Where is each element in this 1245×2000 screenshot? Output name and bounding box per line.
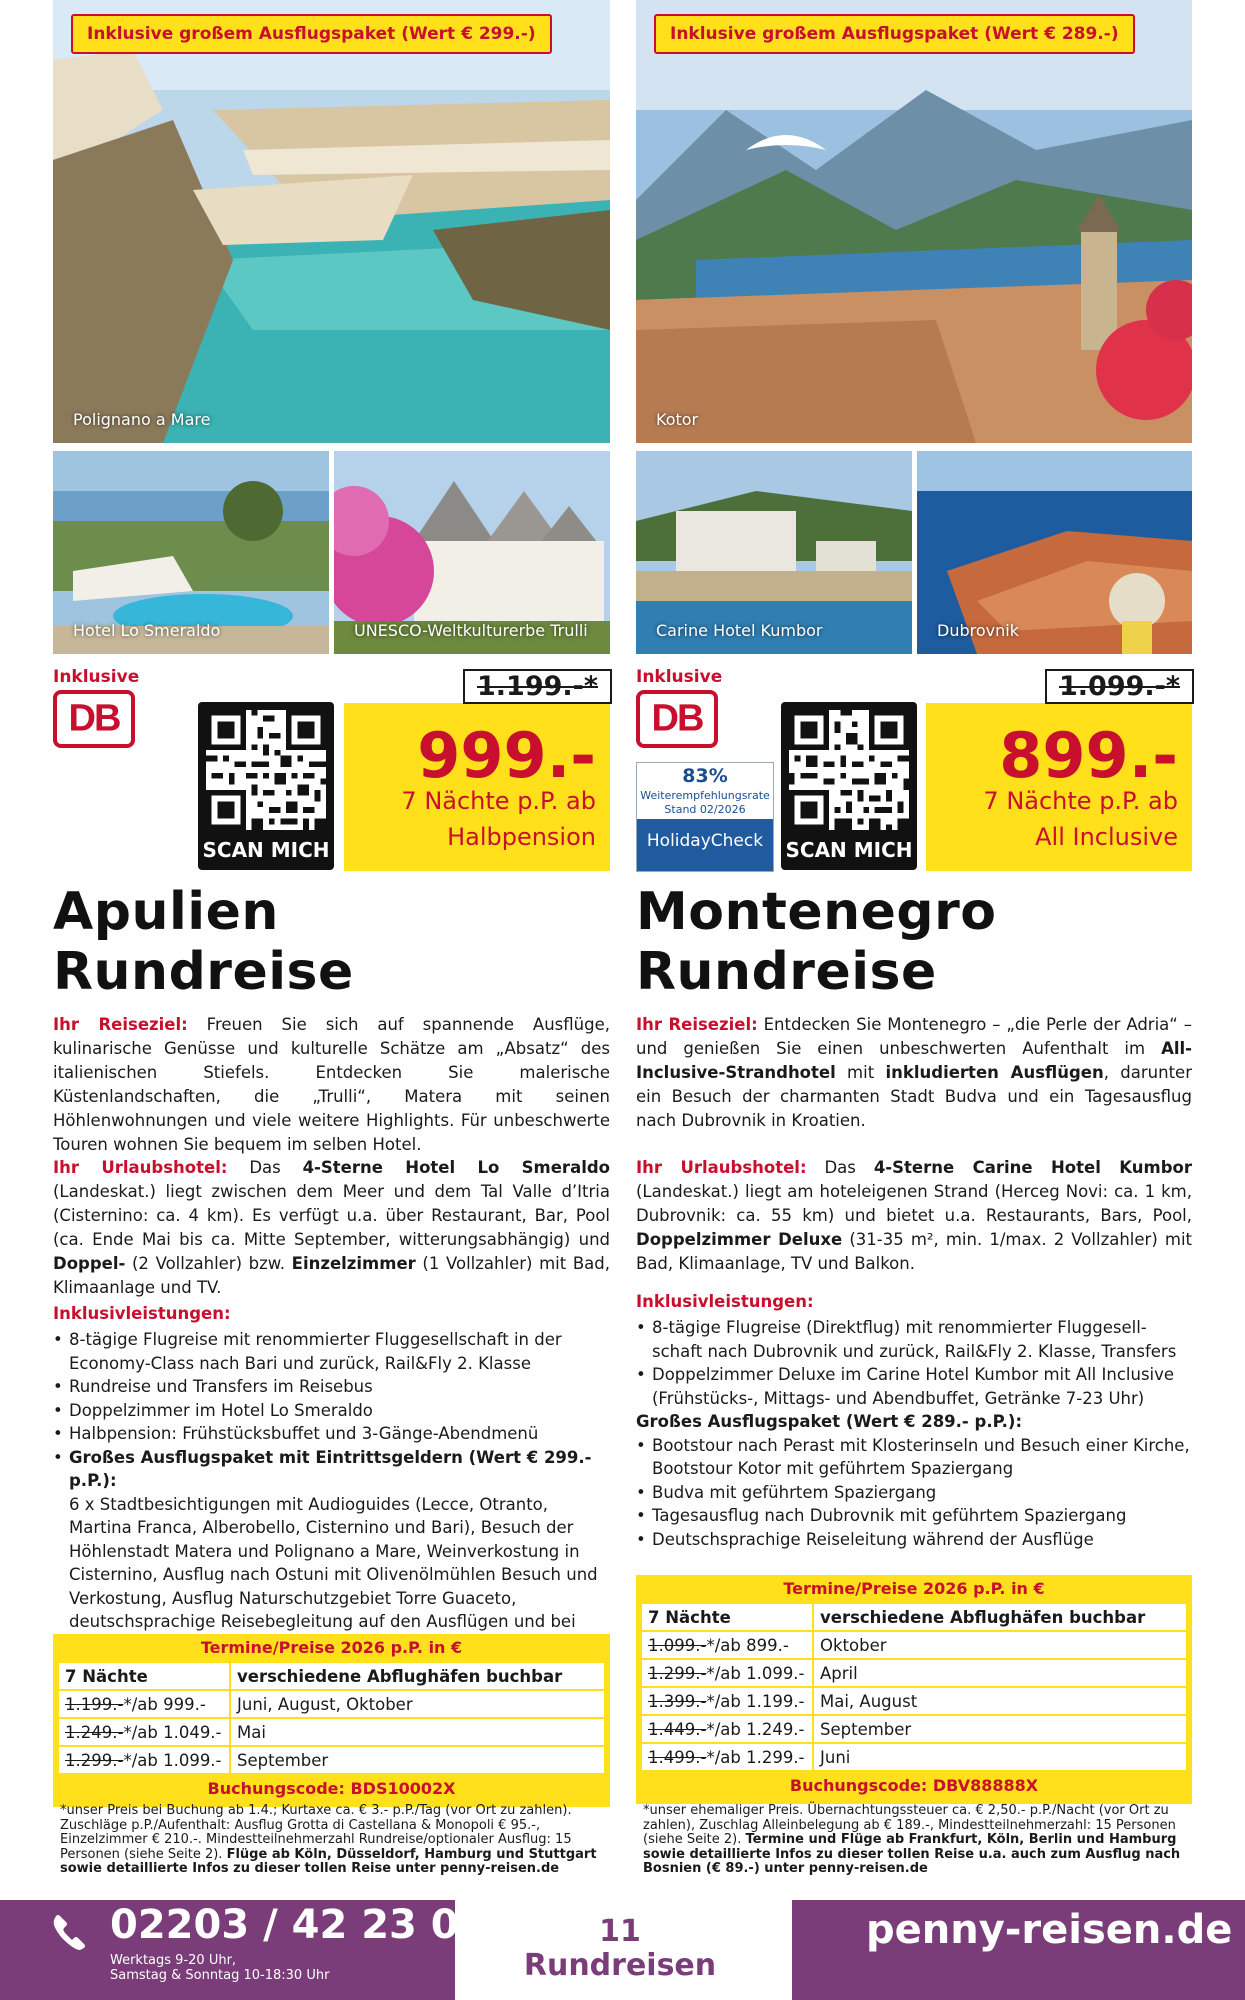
- table-old-price: 1.249.-: [65, 1722, 124, 1742]
- hotel-label: Ihr Urlaubshotel:: [53, 1158, 228, 1177]
- list-item: • Deutschsprachige Reiseleitung während der Ausflüge: [636, 1528, 1192, 1552]
- table-new-price: */ab 1.049.-: [123, 1722, 222, 1742]
- qr-code-box[interactable]: [781, 702, 917, 870]
- inklusivleistungen-label: Inklusivleistungen:: [636, 1292, 814, 1311]
- list-item: • 8-tägige Flugreise (Direktflug) mit renommierter Fluggesell-schaft nach Dubrovnik und zurück, Rail&Fly 2. Klasse, Transfers: [636, 1316, 1192, 1363]
- table-dates: Oktober: [813, 1631, 1187, 1659]
- fine-print-bold: Termine und Flüge ab Frankfurt, Köln, Berlin und Hamburg sowie detaillierte Infos zu dieser tollen Reise u.a. auch zum Ausflug nach Bosnien (€ 89.-) unter penny-reisen.de: [643, 1832, 1181, 1876]
- hotel-paragraph: [636, 1156, 1192, 1276]
- photo-caption: Polignano a Mare: [73, 410, 211, 429]
- price-nights: 7 Nächte p.P. ab: [401, 787, 596, 815]
- table-old-price: 1.449.-: [648, 1719, 707, 1739]
- holidaycheck-rate: 83%: [682, 765, 728, 787]
- table-row: [641, 1743, 1187, 1771]
- table-new-price: */ab 1.199.-: [706, 1691, 805, 1711]
- table-dates: Juni: [813, 1743, 1187, 1771]
- hotel-text: Das: [227, 1158, 303, 1177]
- price-table-heading: Termine/Preise 2026 p.P. in €: [783, 1579, 1045, 1598]
- website-link[interactable]: penny-reisen.de: [866, 1907, 1233, 1953]
- table-dates: September: [813, 1715, 1187, 1743]
- fine-print: [643, 1804, 1188, 1877]
- fine-print-bold: Flüge ab Köln, Düsseldorf, Hamburg und Stuttgart sowie detaillierte Infos zu dieser tollen Reise unter penny-reisen.de: [60, 1846, 597, 1876]
- tour-title-line2: Rundreise: [636, 942, 937, 1002]
- list-item: • Bootstour nach Perast mit Klosterinseln und Besuch einer Kirche, Bootstour Kotor mit geführtem Spaziergang: [636, 1434, 1192, 1481]
- holidaycheck-date: Stand 02/2026: [664, 803, 746, 816]
- paket-heading: Großes Ausflugspaket mit Eintrittsgeldern (Wert € 299.- p.P.):: [69, 1447, 592, 1490]
- tour-title-line2: Rundreise: [53, 942, 354, 1002]
- section-title: Rundreisen: [523, 1948, 717, 1983]
- offer-banner: Inklusive großem Ausflugspaket (Wert € 289.-): [654, 14, 1135, 54]
- db-logo: [636, 690, 718, 748]
- table-old-price: 1.399.-: [648, 1691, 707, 1711]
- hotline-phone[interactable]: 02203 / 42 23 04: [110, 1902, 487, 1948]
- hotel-text: (Landeskat.) liegt zwischen dem Meer und dem Tal Valle d’Itria (Cisternino: ca. 4 km). Es verfügt u.a. über Restaurant, Bar, Pool (ca. Ende Mai bis ca. Mitte September, witterungsabhängig) und: [53, 1182, 610, 1249]
- list-item: • Tagesausflug nach Dubrovnik mit geführtem Spaziergang: [636, 1504, 1192, 1528]
- page-number: 11: [599, 1914, 641, 1949]
- new-price: 899.-: [999, 719, 1178, 792]
- fine-print-text: *unser Preis bei Buchung ab 1.4.; Kurtaxe ca. € 3.- p.P./Tag (vor Ort zu zahlen). Zuschläge p.P./Aufenthalt: Ausflug Grotta di Castellana & Monopoli € 95.-, Einzelzimmer € 210.-. Mindestteilnehmerzahl Rundreise/optionaler Ausflug: 15 Personen (siehe Seite 2).: [60, 1803, 572, 1862]
- list-item: • Rundreise und Transfers im Reisebus: [53, 1375, 610, 1399]
- hotel-room-double: Doppel-: [53, 1254, 126, 1273]
- photo-caption: Dubrovnik: [937, 621, 1019, 640]
- price-box: [926, 671, 1192, 871]
- hotel-name: 4-Sterne Carine Hotel Kumbor: [873, 1158, 1192, 1177]
- table-row: [58, 1718, 605, 1746]
- hotel-text: (1 Vollzahler) mit Bad, Klimaanlage und TV.: [53, 1254, 610, 1297]
- table-new-price: */ab 999.-: [123, 1694, 206, 1714]
- paket-heading: Großes Ausflugspaket (Wert € 289.- p.P.):: [636, 1412, 1023, 1431]
- table-new-price: */ab 1.099.-: [706, 1663, 805, 1683]
- table-dates: Mai: [230, 1718, 605, 1746]
- table-new-price: */ab 1.099.-: [123, 1750, 222, 1770]
- list-item: • Budva mit geführtem Spaziergang: [636, 1481, 1192, 1505]
- photo-trulli: [334, 451, 610, 654]
- photo-dubrovnik: [917, 451, 1192, 654]
- booking-code: Buchungscode: DBV88888X: [789, 1776, 1039, 1795]
- table-dates: Mai, August: [813, 1687, 1187, 1715]
- hotline-hours: [110, 1953, 329, 1983]
- phone-icon[interactable]: [52, 1912, 92, 1952]
- inklusivleistungen-list: [636, 1316, 1192, 1551]
- qr-code-box[interactable]: [198, 702, 334, 870]
- tour-title: [636, 882, 997, 1002]
- db-logo: [53, 690, 135, 748]
- table-old-price: 1.299.-: [648, 1663, 707, 1683]
- reiseziel-paragraph: [636, 1013, 1192, 1133]
- list-item: [53, 1446, 610, 1658]
- table-old-price: 1.499.-: [648, 1747, 707, 1767]
- hotel-text: (2 Vollzahler) bzw.: [125, 1254, 292, 1273]
- table-new-price: */ab 899.-: [706, 1635, 789, 1655]
- price-box: [344, 671, 610, 871]
- new-price: 999.-: [417, 719, 596, 792]
- photo-caption: Carine Hotel Kumbor: [656, 621, 823, 640]
- table-dates: Juni, August, Oktober: [230, 1690, 605, 1718]
- hotel-room-single: Einzelzimmer: [291, 1254, 416, 1273]
- photo-caption: UNESCO-Weltkulturerbe Trulli: [354, 621, 588, 640]
- list-item: • 8-tägige Flugreise mit renommierter Fluggesellschaft in der Economy-Class nach Bari und zurück, Rail&Fly 2. Klasse: [53, 1328, 610, 1375]
- reiseziel-highlight: All-Inclusive-Strandhotel: [636, 1039, 1192, 1082]
- table-row: [641, 1687, 1187, 1715]
- inklusivleistungen-list: [53, 1328, 610, 1657]
- hotel-label: Ihr Urlaubshotel:: [636, 1158, 807, 1177]
- price-table: [53, 1634, 610, 1807]
- price-board: All Inclusive: [1035, 823, 1178, 851]
- photo-carine-hotel: [636, 451, 912, 654]
- table-row: [641, 1715, 1187, 1743]
- tour-title-line1: Apulien: [53, 882, 279, 942]
- table-old-price: 1.299.-: [65, 1750, 124, 1770]
- fine-print-text: *unser ehemaliger Preis. Übernachtungssteuer ca. € 2,50.- p.P./Nacht (vor Ort zu zahlen), Zuschlag Alleinbelegung ab € 189.-, Mindestteilnehmerzahl: 15 Personen (siehe Seite 2).: [643, 1803, 1176, 1847]
- fine-print: [60, 1804, 605, 1877]
- table-dates: September: [230, 1746, 605, 1774]
- reiseziel-text: Freuen Sie sich auf spannende Ausflüge, kulinarische Genüsse und kulturelle Schätze am „Absatz“ des italienischen Stiefels. Entdecken Sie malerische Küstenlandschaften, die „Trulli“, Matera mit seinen Höhlenwohnungen und viele weitere Highlights. Für unbeschwerte Touren wohnen Sie bequem im selben Hotel.: [53, 1015, 610, 1154]
- db-logo-text: DB: [68, 697, 120, 740]
- inklusive-label: Inklusive: [636, 667, 723, 687]
- hotel-room: Doppelzimmer Deluxe: [636, 1230, 843, 1249]
- qr-label: SCAN MICH: [785, 838, 913, 862]
- tour-title-line1: Montenegro: [636, 882, 997, 942]
- price-board: Halbpension: [447, 823, 596, 851]
- old-price: 1.099.-*: [1045, 669, 1194, 704]
- db-logo-text: DB: [651, 697, 703, 740]
- table-old-price: 1.099.-: [648, 1635, 707, 1655]
- list-item: • Halbpension: Frühstücksbuffet und 3-Gänge-Abendmenü: [53, 1422, 610, 1446]
- qr-code-icon: [789, 710, 909, 830]
- list-item: • Doppelzimmer im Hotel Lo Smeraldo: [53, 1399, 610, 1423]
- photo-caption: Kotor: [656, 410, 699, 429]
- qr-code-icon: [206, 710, 326, 830]
- photo-caption: Hotel Lo Smeraldo: [73, 621, 221, 640]
- table-row: [58, 1746, 605, 1774]
- qr-label: SCAN MICH: [202, 838, 330, 862]
- reiseziel-label: Ihr Reiseziel:: [636, 1015, 758, 1034]
- reiseziel-text: , darunter ein Besuch der charmanten Stadt Budva und ein Tagesausflug nach Dubrovnik in Kroatien.: [636, 1063, 1192, 1130]
- paket-text: 6 x Stadtbesichtigungen mit Audioguides (Lecce, Otranto, Martina Franca, Alberobello, Cisternino und Bari), Besuch der Höhlenstadt Matera und Polignano a Mare, Weinverkostung in Cisternino, Ausflug nach Ostuni mit Olivenölmühlen Besuch und Verkostung, Ausflug Naturschutzgebiet Torre Guaceto, deutschsprachige Reisebegleitung auf den Ausflügen und bei: [69, 1494, 598, 1631]
- holidaycheck-label: Weiterempfehlungsrate: [640, 789, 770, 802]
- tour-title: [53, 882, 354, 1002]
- table-new-price: */ab 1.249.-: [706, 1719, 805, 1739]
- holidaycheck-logo: HolidayCheck: [637, 819, 773, 871]
- reiseziel-text: mit: [835, 1063, 886, 1082]
- table-header-airports: verschiedene Abflughäfen buchbar: [813, 1603, 1187, 1631]
- holidaycheck-badge: [636, 762, 774, 872]
- hotel-text: (31-35 m², min. 1/max. 2 Vollzahler) mit Bad, Klimaanlage, TV und Balkon.: [636, 1230, 1192, 1273]
- price-nights: 7 Nächte p.P. ab: [983, 787, 1178, 815]
- table-header-nights: 7 Nächte: [58, 1662, 230, 1690]
- reiseziel-highlight: inkludierten Ausflügen: [885, 1063, 1104, 1082]
- hotel-paragraph: [53, 1156, 610, 1300]
- table-new-price: */ab 1.299.-: [706, 1747, 805, 1767]
- table-dates: April: [813, 1659, 1187, 1687]
- table-row: [641, 1631, 1187, 1659]
- booking-code: Buchungscode: BDS10002X: [207, 1779, 456, 1798]
- hotline-hours-weekend: Samstag & Sonntag 10-18:30 Uhr: [110, 1968, 330, 1983]
- hotline-hours-weekdays: Werktags 9-20 Uhr,: [110, 1953, 237, 1968]
- reiseziel-label: Ihr Reiseziel:: [53, 1015, 188, 1034]
- list-item: • Doppelzimmer Deluxe im Carine Hotel Kumbor mit All Inclusive (Frühstücks-, Mittags- und Abendbuffet, Getränke 7-23 Uhr): [636, 1363, 1192, 1410]
- old-price: 1.199.-*: [463, 669, 612, 704]
- table-row: [641, 1659, 1187, 1687]
- photo-kotor: [636, 0, 1192, 443]
- hotel-name: 4-Sterne Hotel Lo Smeraldo: [302, 1158, 611, 1177]
- photo-polignano: [53, 0, 610, 443]
- reiseziel-paragraph: [53, 1013, 610, 1157]
- table-header-airports: verschiedene Abflughäfen buchbar: [230, 1662, 605, 1690]
- hotel-text: (Landeskat.) liegt am hoteleigenen Strand (Herceg Novi: ca. 1 km, Dubrovnik: ca. 55 km) und bietet u.a. Restaurants, Bars, Pool,: [636, 1182, 1192, 1225]
- table-old-price: 1.199.-: [65, 1694, 124, 1714]
- photo-hotel-lo-smeraldo: [53, 451, 329, 654]
- table-header-nights: 7 Nächte: [641, 1603, 813, 1631]
- price-table: [636, 1575, 1192, 1804]
- table-row: [58, 1690, 605, 1718]
- reiseziel-text: Entdecken Sie Montenegro – „die Perle der Adria“ – und genießen Sie einen unbeschwerten Aufenthalt im: [636, 1015, 1192, 1058]
- price-table-heading: Termine/Preise 2026 p.P. in €: [200, 1638, 463, 1657]
- hotel-text: Das: [806, 1158, 874, 1177]
- inklusivleistungen-label: Inklusivleistungen:: [53, 1304, 231, 1323]
- offer-banner: Inklusive großem Ausflugspaket (Wert € 299.-): [71, 14, 552, 54]
- inklusive-label: Inklusive: [53, 667, 140, 687]
